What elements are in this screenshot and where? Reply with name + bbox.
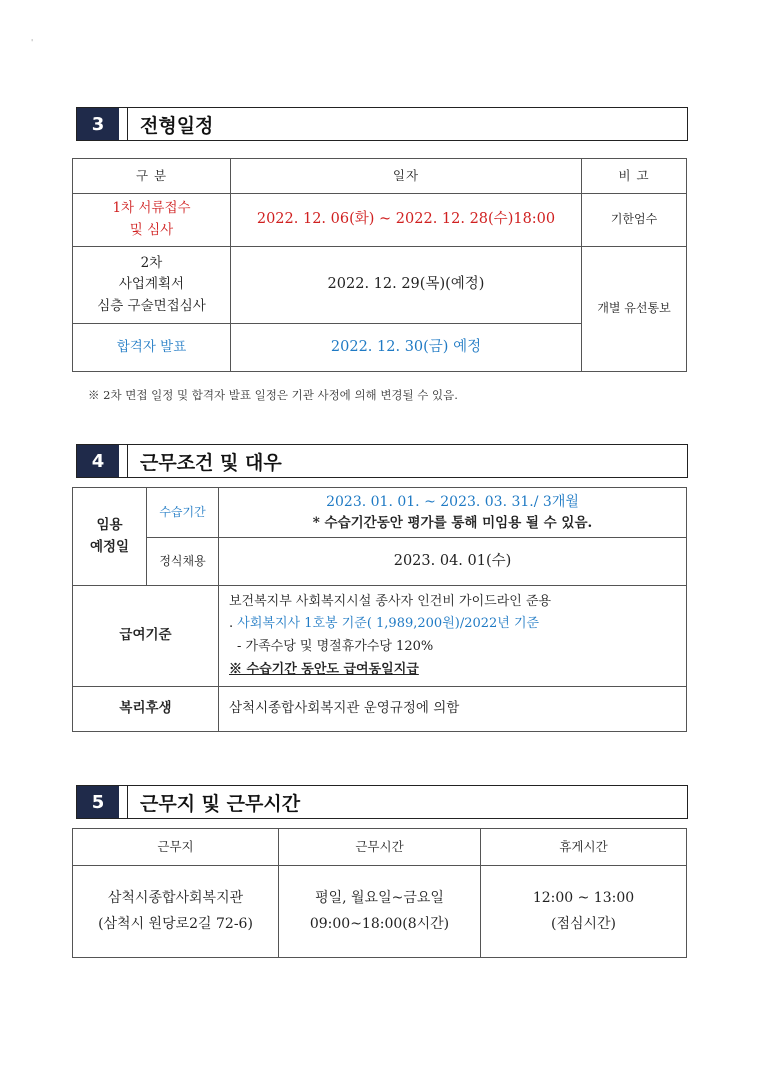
date-cell: 2022. 12. 06(화) ~ 2022. 12. 28(수)18:00 — [231, 194, 582, 247]
note-cell: 기한엄수 — [582, 194, 687, 247]
section-number: 4 — [77, 445, 119, 477]
note-cell: 개별 유선통보 — [582, 247, 687, 372]
table-row — [73, 194, 687, 247]
category-cell: 2차 사업계획서 심층 구술면접심사 — [73, 247, 231, 324]
category-cell: 합격자 발표 — [73, 324, 231, 372]
table-row — [73, 247, 687, 324]
appoint-label: 임용 예정일 — [73, 488, 147, 586]
training-label: 수습기간 — [147, 488, 219, 538]
section-number: 3 — [77, 108, 119, 140]
section-number: 5 — [77, 786, 119, 818]
table-row — [73, 687, 687, 732]
conditions-table — [72, 487, 687, 732]
section-4-header — [76, 444, 688, 478]
header-note: 비 고 — [582, 159, 687, 194]
hours-cell: 평일, 월요일~금요일 09:00~18:00(8시간) — [279, 866, 481, 958]
table-row — [73, 866, 687, 958]
salary-value: 보건복지부 사회복지시설 종사자 인건비 가이드라인 준용 . 사회복지사 1호봉 기준( 1,989,200원)/2022년 기준 - 가족수당 및 명절휴가수당 120% ※ 수습기간 동안도 급여동일지급 — [219, 586, 687, 687]
header-hours: 근무시간 — [279, 829, 481, 866]
place-cell: 삼척시종합사회복지관 (삼척시 원당로2길 72-6) — [73, 866, 279, 958]
section-title: 근무지 및 근무시간 — [140, 792, 301, 815]
training-value: 2023. 01. 01. ~ 2023. 03. 31./ 3개월 * 수습기간동안 평가를 통해 미임용 될 수 있음. — [219, 488, 687, 538]
section-5-header — [76, 785, 688, 819]
welfare-label: 복리후생 — [73, 687, 219, 732]
regular-date: 2023. 04. 01(수) — [219, 538, 687, 586]
table-row — [73, 488, 687, 538]
header-category: 구 분 — [73, 159, 231, 194]
header-date: 일자 — [231, 159, 582, 194]
section-title: 근무조건 및 대우 — [140, 451, 282, 474]
table-row — [73, 586, 687, 687]
section-3-header — [76, 107, 688, 141]
salary-label: 급여기준 — [73, 586, 219, 687]
schedule-table — [72, 158, 687, 372]
regular-label: 정식채용 — [147, 538, 219, 586]
break-cell: 12:00 ~ 13:00 (점심시간) — [481, 866, 687, 958]
corner-mark: ' — [31, 38, 34, 47]
table-row — [73, 538, 687, 586]
date-cell: 2022. 12. 30(금) 예정 — [231, 324, 582, 372]
category-cell: 1차 서류접수 및 심사 — [73, 194, 231, 247]
header-break: 휴게시간 — [481, 829, 687, 866]
footnote: ※ 2차 면접 일정 및 합격자 발표 일정은 기관 사정에 의해 변경될 수 있음. — [88, 388, 458, 402]
header-place: 근무지 — [73, 829, 279, 866]
date-cell: 2022. 12. 29(목)(예정) — [231, 247, 582, 324]
welfare-value: 삼척시종합사회복지관 운영규정에 의함 — [219, 687, 687, 732]
workplace-table — [72, 828, 687, 958]
section-title: 전형일정 — [140, 114, 214, 137]
